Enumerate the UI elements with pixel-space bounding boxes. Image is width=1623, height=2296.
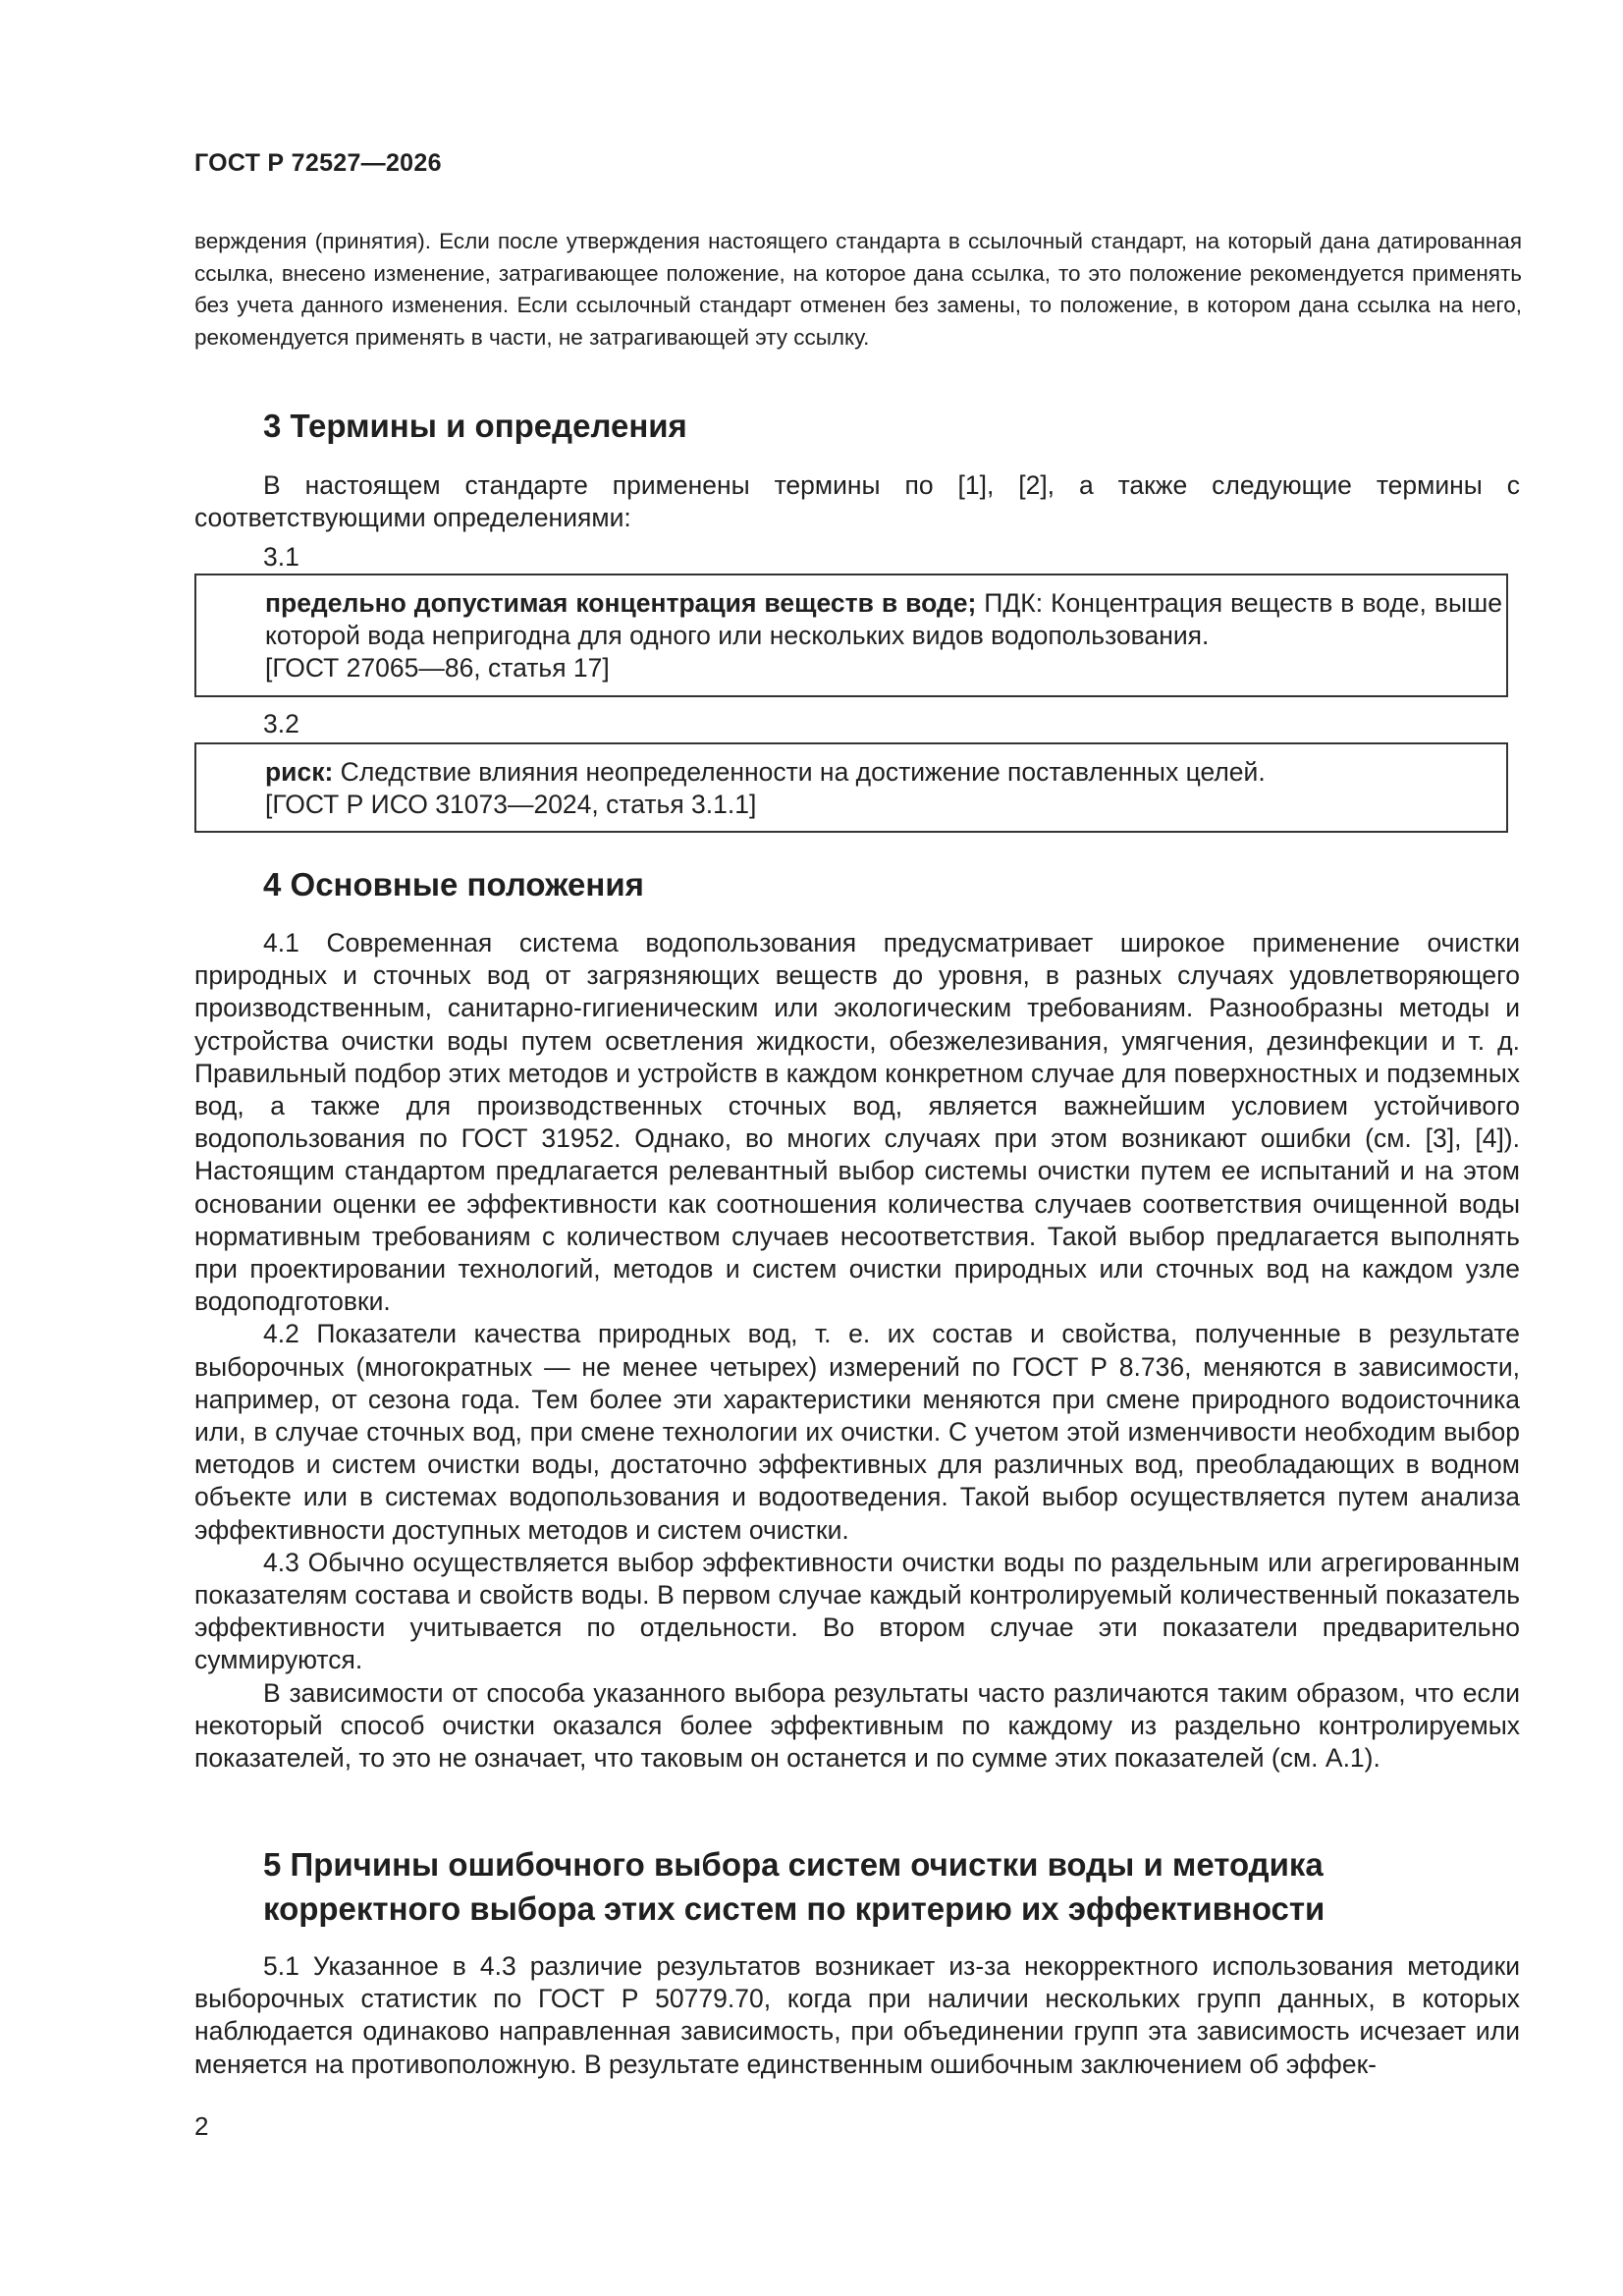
intro-text: верждения (принятия). Если после утверждения настоящего стандарта в ссылочный стандарт, на который дана датированная ссылка, внесено изменение, затрагивающее положение, на которое дана ссылка, то это положение рекомендуется применять без учета данного изменения. Если ссылочный стандарт отменен без замены, то положение, в котором дана ссылка на него, рекомендуется применять в части, не затрагивающей эту ссылку. <box>194 229 1522 350</box>
section-5-body <box>194 1950 1520 2081</box>
term-definition-text: ПДК: Концентрация веществ в воде, выше которой вода непригодна для одного или нескольких видов водопользования. <box>265 588 1502 650</box>
paragraph-5-1: 5.1 Указанное в 4.3 различие результатов возникает из-за некорректного использования методики выборочных статистик по ГОСТ Р 50779.70, когда при наличии нескольких групп данных, в которых наблюдается одинаково направленная зависимость, при объединении групп эта зависимость исчезает или меняется на противоположную. В результате единственным ошибочным заключением об эффек- <box>194 1951 1520 2079</box>
term-box-3-1 <box>194 574 1508 697</box>
term-definition <box>196 756 1506 789</box>
section-5-title-line-1: 5 Причины ошибочного выбора систем очистки воды и методика <box>263 1846 1324 1883</box>
document-code-header: ГОСТ Р 72527—2026 <box>194 149 442 177</box>
section-4-title: 4 Основные положения <box>263 866 644 902</box>
paragraph-4-3: 4.3 Обычно осуществляется выбор эффективности очистки воды по раздельным или агрегированным показателям состава и свойств воды. В первом случае каждый контролируемый количественный показатель эффективности учитывается по отдельности. Во втором случае эти показатели предварительно суммируются. <box>194 1547 1520 1675</box>
term-source: [ГОСТ Р ИСО 31073—2024, статья 3.1.1] <box>265 790 757 819</box>
section-4-body <box>194 927 1520 1775</box>
term-box-3-2 <box>194 742 1508 833</box>
section-3-intro <box>194 469 1520 534</box>
term-source: [ГОСТ 27065—86, статья 17] <box>265 653 610 683</box>
term-definition <box>196 587 1506 652</box>
paragraph-4-3-cont: В зависимости от способа указанного выбора результаты часто различаются таким образом, что если некоторый способ очистки оказался более эффективным по каждому из раздельно контролируемых показателей, то это не означает, что таковым он останется и по сумме этих показателей (см. А.1). <box>194 1677 1520 1774</box>
section-5-title-line-2: корректного выбора этих систем по критерию их эффективности <box>263 1890 1325 1927</box>
paragraph-4-2: 4.2 Показатели качества природных вод, т. е. их состав и свойства, полученные в результате выборочных (многократных — не менее четырех) измерений по ГОСТ Р 8.736, меняются в зависимости, например, от сезона года. Тем более эти характеристики меняются при смене природного водоисточника или, в случае сточных вод, при смене технологии их очистки. С учетом этой изменчивости необходим выбор методов и систем очистки воды, достаточно эффективных для различных вод, преобладающих в водном объекте или в системах водопользования и водоотведения. Такой выбор осуществляется путем анализа эффективности доступных методов и систем очистки. <box>194 1319 1520 1545</box>
paragraph-4-1: 4.1 Современная система водопользования предусматривает широкое применение очистки природных и сточных вод от загрязняющих веществ до уровня, в разных случаях удовлетворяющего производственным, санитарно-гигиеническим или экологическим требованиям. Разнообразны методы и устройства очистки воды путем осветления жидкости, обезжелезивания, умягчения, дезинфекции и т. д. Правильный подбор этих методов и устройств в каждом конкретном случае для поверхностных и подземных вод, а также для производственных сточных вод, является важнейшим условием устойчивого водопользования по ГОСТ 31952. Однако, во многих случаях при этом возникают ошибки (см. [3], [4]). Настоящим стандартом предлагается релевантный выбор системы очистки путем ее испытаний и на этом основании оценки ее эффективности как соотношения количества случаев соответствия очищенной воды нормативным требованиям с количеством случаев несоответствия. Такой выбор предлагается выполнять при проектировании технологий, методов и систем очистки природных или сточных вод на каждом узле водоподготовки. <box>194 928 1520 1317</box>
intro-paragraph <box>194 226 1522 354</box>
term-name: риск: <box>265 757 334 787</box>
term-name: предельно допустимая концентрация веществ в воде; <box>265 588 977 618</box>
section-3-intro-text: В настоящем стандарте применены термины по [1], [2], а также следующие термины с соответствующими определениями: <box>194 470 1520 533</box>
page-number: 2 <box>194 2111 209 2141</box>
section-3-title: 3 Термины и определения <box>263 408 687 444</box>
section-5-title <box>263 1842 1325 1931</box>
term-definition-text: Следствие влияния неопределенности на достижение поставленных целей. <box>333 757 1266 787</box>
term-number-3-1: 3.1 <box>263 542 299 572</box>
term-number-3-2: 3.2 <box>263 709 299 738</box>
